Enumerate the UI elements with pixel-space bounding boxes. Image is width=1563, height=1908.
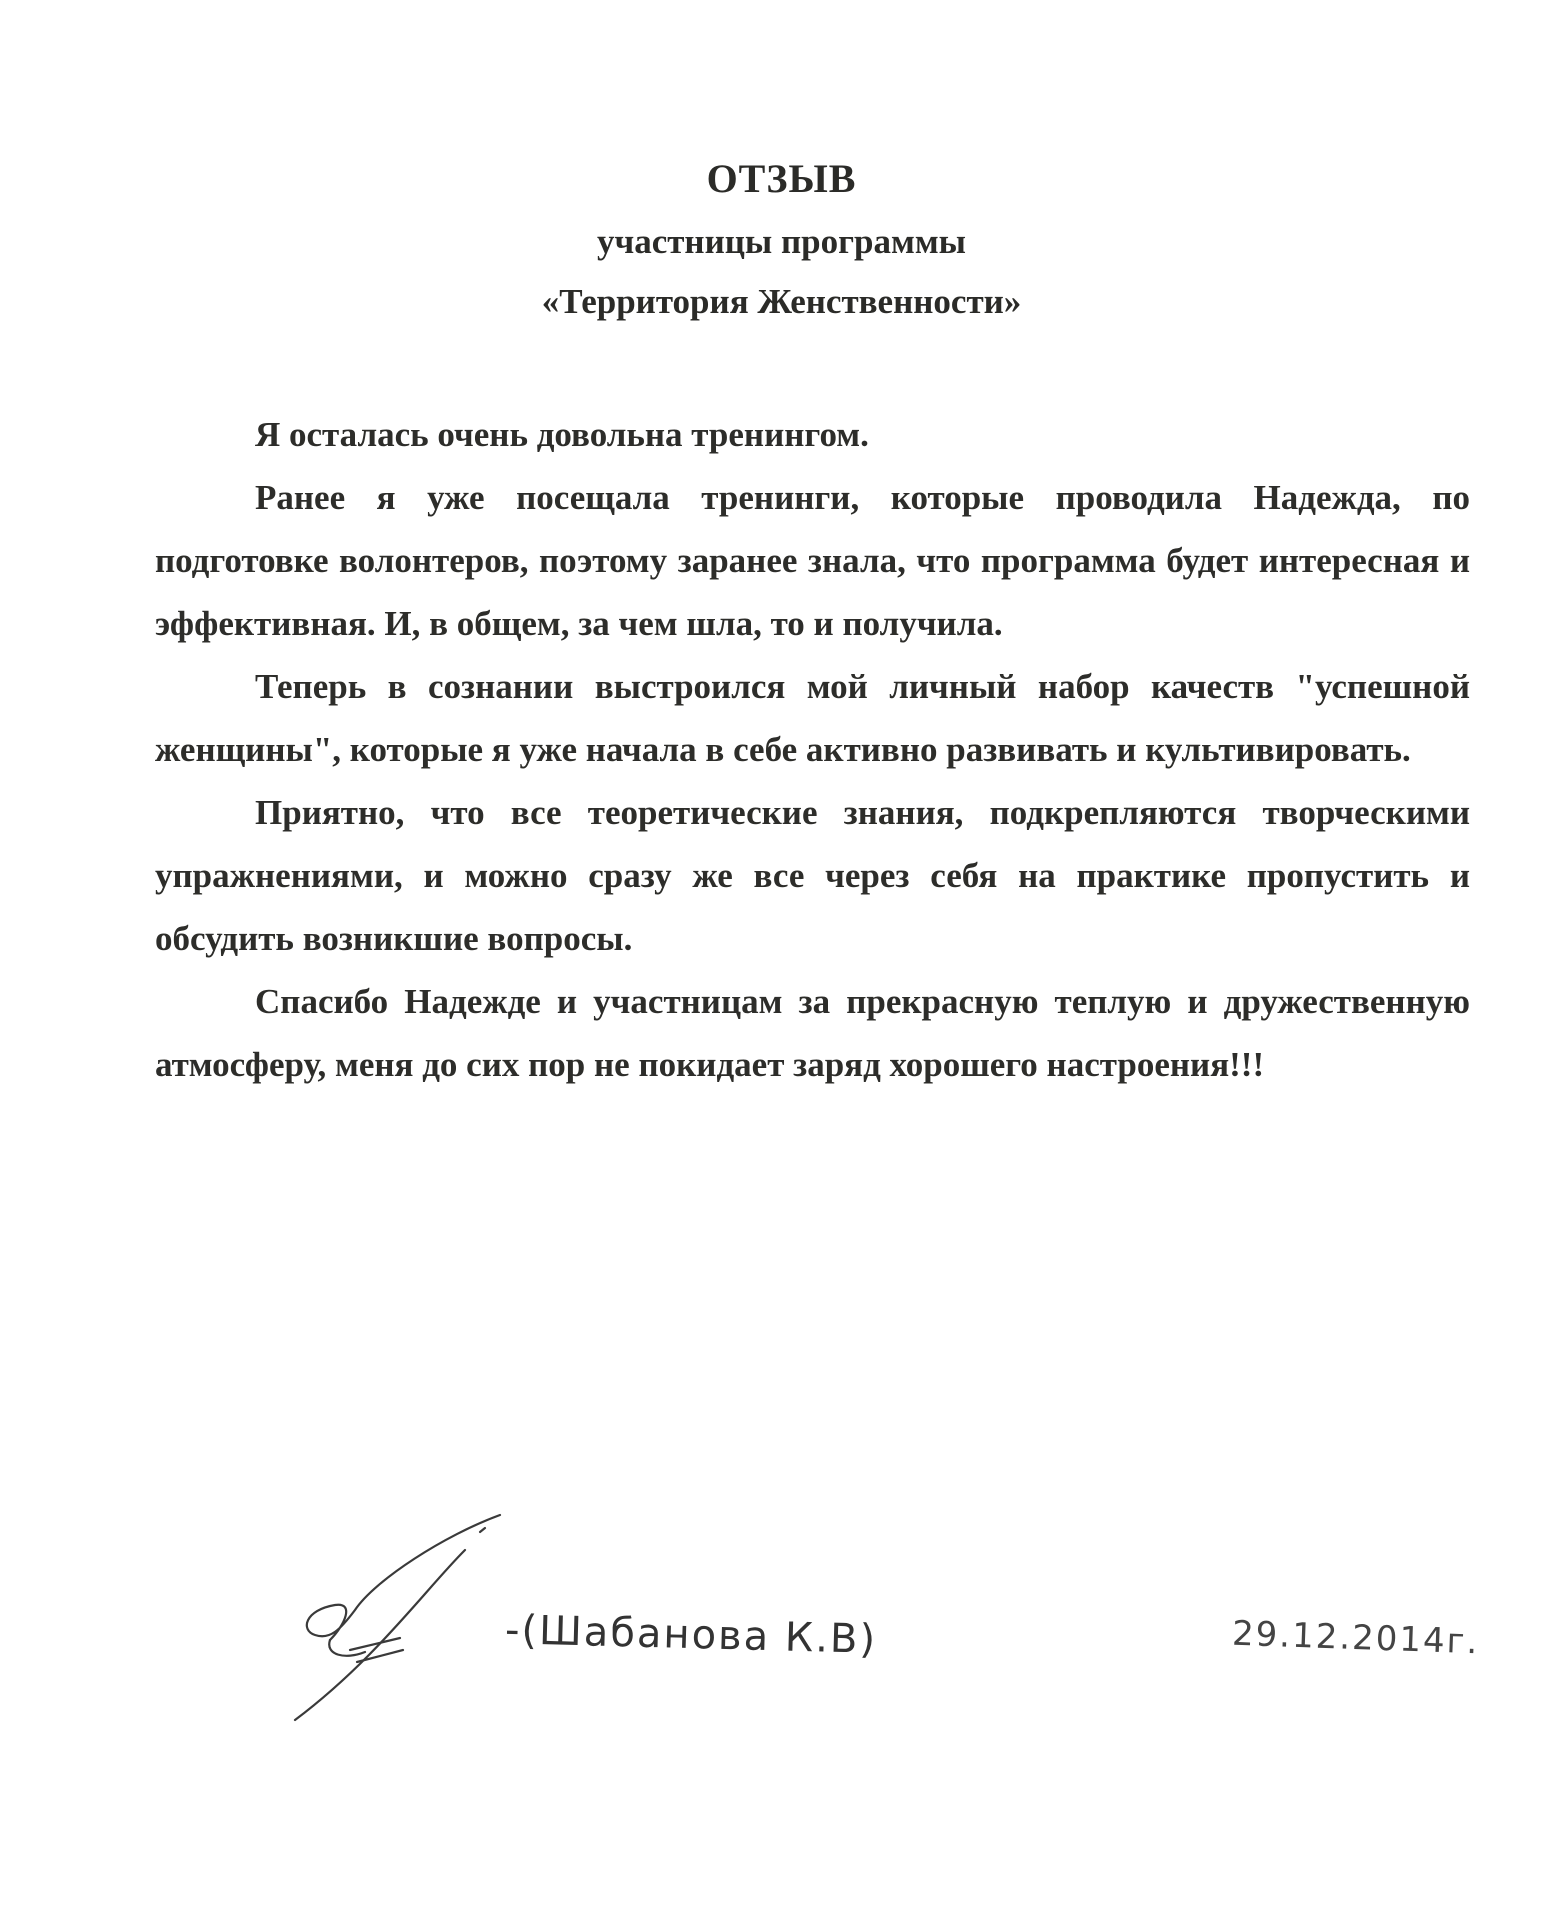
- paragraph-4: Приятно, что все теоретические знания, подкрепляются творческими упражнениями, и можно сразу же все через себя на практике пропустить и обсудить возникшие вопросы.: [155, 793, 1470, 958]
- paragraph-1: Я осталась очень довольна тренингом.: [255, 415, 869, 454]
- program-name: «Территория Женственности»: [541, 282, 1022, 321]
- document-subtitle: участницы программы: [596, 222, 967, 261]
- signature-scribble: [285, 1510, 525, 1730]
- review-body: [155, 403, 1470, 1096]
- paragraph-2: Ранее я уже посещала тренинги, которые проводила Надежда, по подготовке волонтеров, поэтому заранее знала, что программа будет интересная и эффективная. И, в общем, за чем шла, то и получила.: [155, 478, 1470, 643]
- paragraph-5: Спасибо Надежде и участницам за прекрасную теплую и дружественную атмосферу, меня до сих пор не покидает заряд хорошего настроения!!!: [155, 982, 1470, 1084]
- signer-name: -(Шабанова К.В): [504, 1607, 878, 1663]
- document-title: ОТЗЫВ: [706, 156, 857, 201]
- paragraph-3: Теперь в сознании выстроился мой личный набор качеств "успешной женщины", которые я уже начала в себе активно развивать и культивировать.: [155, 667, 1470, 769]
- handwritten-signature: [285, 1510, 525, 1730]
- signature-date: 29.12.2014г.: [1231, 1613, 1480, 1663]
